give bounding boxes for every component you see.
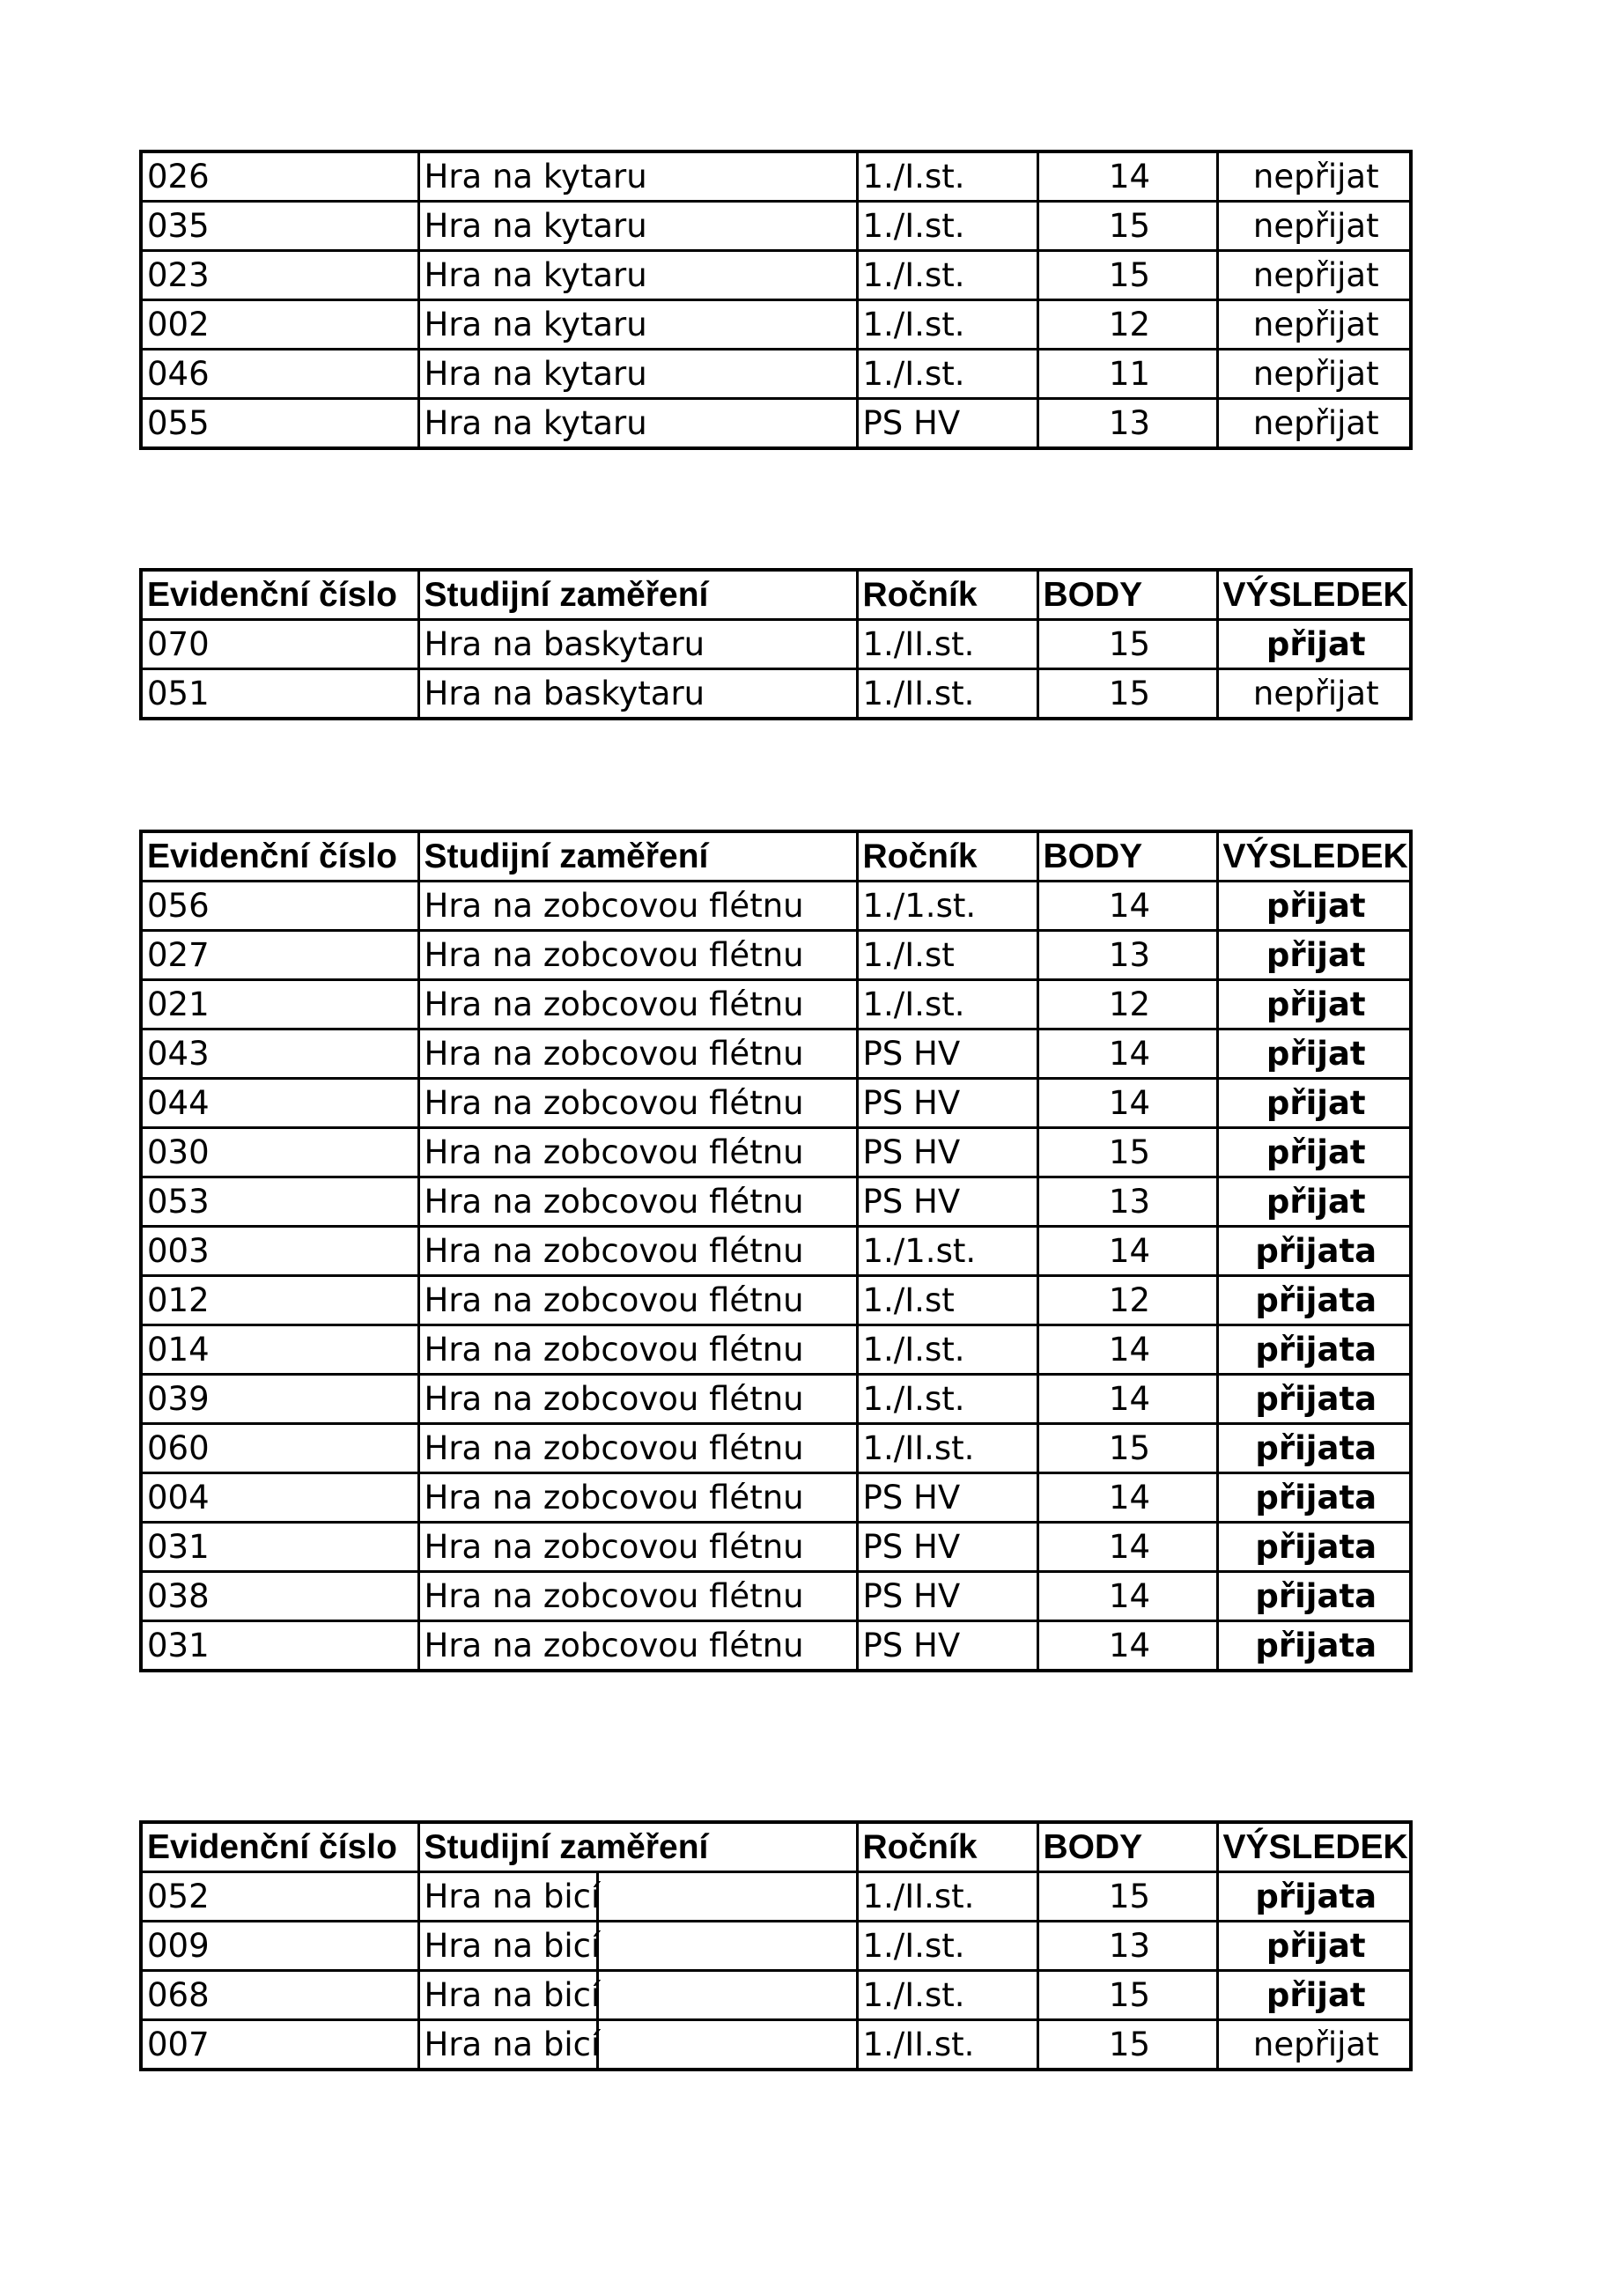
cell-subject: Hra na zobcovou flétnu: [418, 1473, 857, 1523]
cell-points: 12: [1037, 980, 1217, 1029]
cell-subject: Hra na kytaru: [418, 300, 857, 350]
cell-divider: [596, 1922, 599, 1969]
cell-subject: [418, 1872, 857, 1922]
header-year: Ročník: [857, 831, 1037, 882]
cell-points: 13: [1037, 1177, 1217, 1227]
table-header-row: [141, 1822, 1411, 1872]
cell-year: PS HV: [857, 1621, 1037, 1671]
cell-subject: Hra na zobcovou flétnu: [418, 931, 857, 980]
table-row: [141, 1922, 1411, 1971]
cell-id: 051: [141, 669, 418, 719]
cell-result: přijat: [1217, 882, 1411, 931]
header-result: VÝSLEDEK: [1217, 1822, 1411, 1872]
cell-id: 039: [141, 1375, 418, 1424]
results-table-bass: [139, 568, 1413, 720]
header-subject: Studijní zaměření: [418, 831, 857, 882]
header-year: Ročník: [857, 1822, 1037, 1872]
table-row: [141, 1621, 1411, 1671]
table-row: [141, 1276, 1411, 1325]
header-subject: Studijní zaměření: [418, 570, 857, 620]
cell-id: 009: [141, 1922, 418, 1971]
table-row: [141, 1227, 1411, 1276]
cell-id: 004: [141, 1473, 418, 1523]
table-row: [141, 1473, 1411, 1523]
cell-year: 1./II.st.: [857, 1424, 1037, 1473]
cell-id: 031: [141, 1523, 418, 1572]
cell-id: 030: [141, 1128, 418, 1177]
table-row: [141, 882, 1411, 931]
cell-subject: Hra na zobcovou flétnu: [418, 1572, 857, 1621]
cell-year: PS HV: [857, 1572, 1037, 1621]
cell-points: 15: [1037, 1424, 1217, 1473]
table-row: [141, 1572, 1411, 1621]
cell-year: 1./II.st.: [857, 620, 1037, 669]
cell-year: 1./1.st.: [857, 1227, 1037, 1276]
cell-points: 14: [1037, 1572, 1217, 1621]
table-row: [141, 1128, 1411, 1177]
cell-result: přijata: [1217, 1872, 1411, 1922]
cell-points: 14: [1037, 151, 1217, 202]
cell-subject-text: Hra na bicí: [424, 2026, 601, 2063]
cell-subject: Hra na zobcovou flétnu: [418, 1276, 857, 1325]
header-points: BODY: [1037, 570, 1217, 620]
cell-result: nepřijat: [1217, 350, 1411, 399]
cell-points: 15: [1037, 669, 1217, 719]
cell-result: přijat: [1217, 1079, 1411, 1128]
cell-result: přijat: [1217, 1029, 1411, 1079]
table-row: [141, 1325, 1411, 1375]
results-table-guitar: [139, 150, 1413, 450]
cell-year: 1./I.st: [857, 1276, 1037, 1325]
cell-subject: Hra na zobcovou flétnu: [418, 1523, 857, 1572]
cell-points: 11: [1037, 350, 1217, 399]
cell-id: 052: [141, 1872, 418, 1922]
cell-year: 1./I.st.: [857, 1325, 1037, 1375]
cell-id: 038: [141, 1572, 418, 1621]
cell-points: 14: [1037, 1473, 1217, 1523]
cell-year: PS HV: [857, 1079, 1037, 1128]
table-row: [141, 151, 1411, 202]
table-row: [141, 1424, 1411, 1473]
cell-subject: [418, 1971, 857, 2020]
cell-result: přijata: [1217, 1325, 1411, 1375]
cell-id: 068: [141, 1971, 418, 2020]
cell-subject: Hra na kytaru: [418, 151, 857, 202]
header-result: VÝSLEDEK: [1217, 570, 1411, 620]
cell-year: PS HV: [857, 1523, 1037, 1572]
table-row: [141, 1029, 1411, 1079]
cell-points: 15: [1037, 1971, 1217, 2020]
cell-result: nepřijat: [1217, 2020, 1411, 2070]
cell-subject-text: Hra na bicí: [424, 1878, 601, 1915]
cell-subject: Hra na zobcovou flétnu: [418, 1424, 857, 1473]
cell-points: 12: [1037, 300, 1217, 350]
cell-result: přijata: [1217, 1375, 1411, 1424]
table-header-row: [141, 831, 1411, 882]
cell-result: přijat: [1217, 1971, 1411, 2020]
cell-id: 014: [141, 1325, 418, 1375]
cell-points: 14: [1037, 882, 1217, 931]
cell-divider: [596, 1873, 599, 1920]
results-table-drums: [139, 1820, 1413, 2071]
cell-year: 1./II.st.: [857, 2020, 1037, 2070]
cell-subject-text: Hra na bicí: [424, 1976, 601, 2014]
cell-points: 12: [1037, 1276, 1217, 1325]
cell-result: nepřijat: [1217, 300, 1411, 350]
cell-subject: Hra na baskytaru: [418, 669, 857, 719]
cell-id: 035: [141, 202, 418, 251]
cell-id: 002: [141, 300, 418, 350]
table-row: [141, 251, 1411, 300]
cell-id: 023: [141, 251, 418, 300]
cell-id: 031: [141, 1621, 418, 1671]
table-row: [141, 2020, 1411, 2070]
cell-id: 053: [141, 1177, 418, 1227]
cell-year: 1./I.st.: [857, 1375, 1037, 1424]
cell-year: PS HV: [857, 1177, 1037, 1227]
cell-id: 012: [141, 1276, 418, 1325]
header-id: Evidenční číslo: [141, 1822, 418, 1872]
cell-result: nepřijat: [1217, 399, 1411, 449]
table-row: [141, 620, 1411, 669]
cell-id: 056: [141, 882, 418, 931]
cell-subject: Hra na kytaru: [418, 202, 857, 251]
cell-result: přijat: [1217, 1922, 1411, 1971]
cell-subject: Hra na zobcovou flétnu: [418, 1325, 857, 1375]
header-points: BODY: [1037, 1822, 1217, 1872]
cell-points: 15: [1037, 1872, 1217, 1922]
cell-id: 055: [141, 399, 418, 449]
table-row: [141, 399, 1411, 449]
cell-year: 1./I.st.: [857, 251, 1037, 300]
cell-id: 026: [141, 151, 418, 202]
header-year: Ročník: [857, 570, 1037, 620]
cell-subject: Hra na zobcovou flétnu: [418, 1177, 857, 1227]
cell-subject: Hra na kytaru: [418, 350, 857, 399]
header-points: BODY: [1037, 831, 1217, 882]
cell-subject: Hra na zobcovou flétnu: [418, 882, 857, 931]
cell-result: přijata: [1217, 1523, 1411, 1572]
cell-points: 14: [1037, 1029, 1217, 1079]
cell-subject: Hra na kytaru: [418, 251, 857, 300]
cell-year: 1./II.st.: [857, 669, 1037, 719]
cell-points: 15: [1037, 251, 1217, 300]
cell-subject: Hra na zobcovou flétnu: [418, 980, 857, 1029]
cell-subject: [418, 1922, 857, 1971]
cell-year: PS HV: [857, 1128, 1037, 1177]
cell-points: 15: [1037, 202, 1217, 251]
cell-year: 1./I.st.: [857, 350, 1037, 399]
cell-points: 15: [1037, 1128, 1217, 1177]
cell-year: 1./I.st.: [857, 1922, 1037, 1971]
cell-year: 1./I.st.: [857, 1971, 1037, 2020]
cell-points: 14: [1037, 1079, 1217, 1128]
cell-id: 046: [141, 350, 418, 399]
cell-result: přijata: [1217, 1621, 1411, 1671]
cell-id: 070: [141, 620, 418, 669]
cell-year: 1./I.st.: [857, 151, 1037, 202]
cell-result: přijat: [1217, 1177, 1411, 1227]
header-result: VÝSLEDEK: [1217, 831, 1411, 882]
header-id: Evidenční číslo: [141, 831, 418, 882]
cell-subject: Hra na zobcovou flétnu: [418, 1227, 857, 1276]
table-row: [141, 350, 1411, 399]
cell-result: přijat: [1217, 931, 1411, 980]
cell-subject: Hra na baskytaru: [418, 620, 857, 669]
cell-id: 021: [141, 980, 418, 1029]
cell-subject-text: Hra na bicí: [424, 1927, 601, 1965]
cell-id: 060: [141, 1424, 418, 1473]
table-row: [141, 1079, 1411, 1128]
results-table-recorder: [139, 830, 1413, 1672]
table-row: [141, 1177, 1411, 1227]
cell-divider: [596, 1972, 599, 2018]
cell-points: 15: [1037, 620, 1217, 669]
table-row: [141, 202, 1411, 251]
cell-points: 13: [1037, 1922, 1217, 1971]
cell-points: 14: [1037, 1325, 1217, 1375]
cell-subject: Hra na zobcovou flétnu: [418, 1128, 857, 1177]
cell-points: 13: [1037, 931, 1217, 980]
cell-year: 1./I.st.: [857, 202, 1037, 251]
cell-points: 14: [1037, 1375, 1217, 1424]
cell-year: 1./II.st.: [857, 1872, 1037, 1922]
cell-divider: [596, 2021, 599, 2068]
cell-result: přijata: [1217, 1227, 1411, 1276]
cell-subject: [418, 2020, 857, 2070]
cell-result: přijata: [1217, 1276, 1411, 1325]
table-row: [141, 980, 1411, 1029]
cell-result: přijat: [1217, 980, 1411, 1029]
cell-result: nepřijat: [1217, 202, 1411, 251]
cell-points: 15: [1037, 2020, 1217, 2070]
cell-points: 14: [1037, 1621, 1217, 1671]
cell-result: nepřijat: [1217, 669, 1411, 719]
cell-year: PS HV: [857, 399, 1037, 449]
cell-id: 044: [141, 1079, 418, 1128]
header-subject: Studijní zaměření: [418, 1822, 857, 1872]
cell-subject: Hra na zobcovou flétnu: [418, 1621, 857, 1671]
cell-result: přijat: [1217, 1128, 1411, 1177]
cell-year: 1./I.st.: [857, 980, 1037, 1029]
cell-result: nepřijat: [1217, 251, 1411, 300]
table-row: [141, 1971, 1411, 2020]
table-row: [141, 931, 1411, 980]
cell-subject: Hra na zobcovou flétnu: [418, 1375, 857, 1424]
cell-result: přijat: [1217, 620, 1411, 669]
cell-result: přijata: [1217, 1572, 1411, 1621]
header-id: Evidenční číslo: [141, 570, 418, 620]
cell-id: 007: [141, 2020, 418, 2070]
cell-result: přijata: [1217, 1424, 1411, 1473]
cell-result: nepřijat: [1217, 151, 1411, 202]
cell-subject: Hra na zobcovou flétnu: [418, 1029, 857, 1079]
cell-id: 043: [141, 1029, 418, 1079]
cell-year: 1./1.st.: [857, 882, 1037, 931]
table-header-row: [141, 570, 1411, 620]
cell-year: 1./I.st: [857, 931, 1037, 980]
cell-points: 13: [1037, 399, 1217, 449]
cell-points: 14: [1037, 1227, 1217, 1276]
cell-id: 003: [141, 1227, 418, 1276]
table-row: [141, 1375, 1411, 1424]
cell-points: 14: [1037, 1523, 1217, 1572]
table-row: [141, 1523, 1411, 1572]
table-row: [141, 300, 1411, 350]
table-row: [141, 669, 1411, 719]
table-row: [141, 1872, 1411, 1922]
cell-subject: Hra na kytaru: [418, 399, 857, 449]
cell-result: přijata: [1217, 1473, 1411, 1523]
cell-id: 027: [141, 931, 418, 980]
cell-subject: Hra na zobcovou flétnu: [418, 1079, 857, 1128]
cell-year: 1./I.st.: [857, 300, 1037, 350]
cell-year: PS HV: [857, 1029, 1037, 1079]
cell-year: PS HV: [857, 1473, 1037, 1523]
